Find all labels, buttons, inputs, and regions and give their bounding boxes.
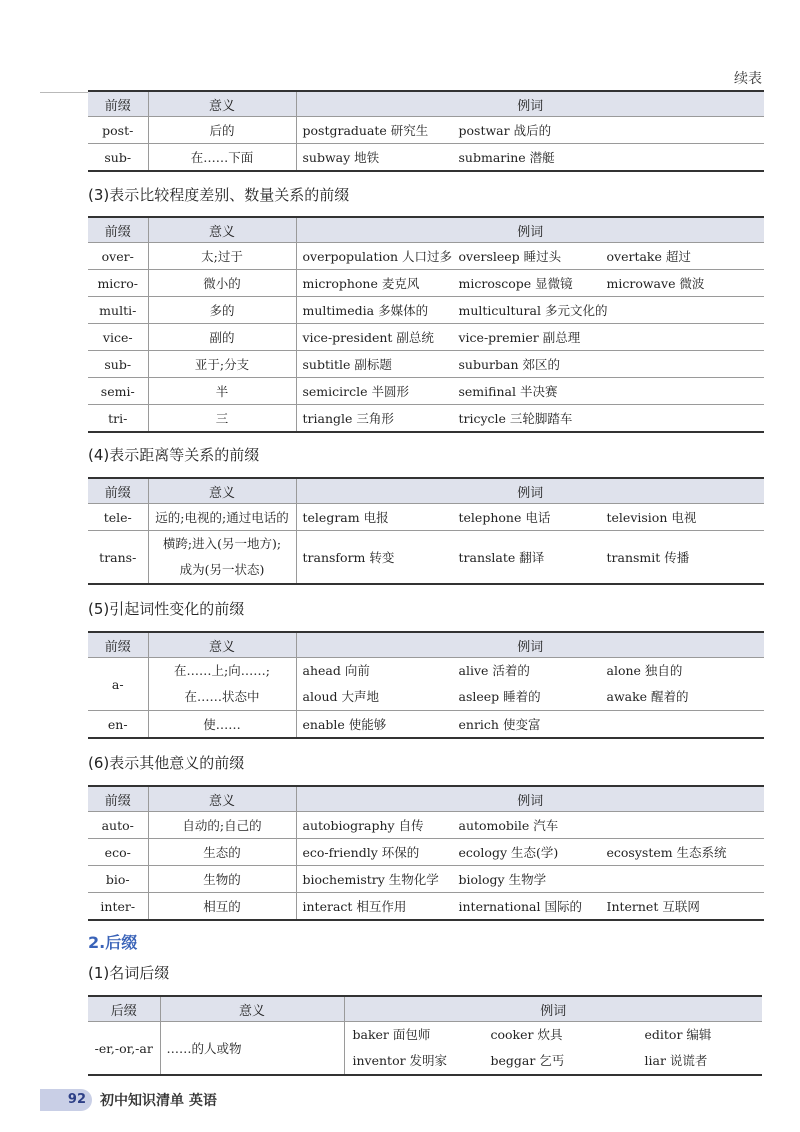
example-word: cooker 炊具: [490, 1027, 563, 1042]
prefix-cell: semi-: [88, 378, 148, 405]
header-examples: 例词: [296, 478, 764, 504]
meaning-cell: ……的人或物: [160, 1022, 344, 1076]
meaning-cell: 相互的: [148, 893, 296, 921]
table-row: [88, 270, 764, 297]
meaning-cell: 后的: [148, 117, 296, 144]
prefix-cell: eco-: [88, 839, 148, 866]
header-prefix: 前缀: [88, 217, 148, 243]
table-row: [88, 243, 764, 270]
example-word: enrich 使变富: [458, 717, 541, 732]
page-number: 92: [40, 1089, 92, 1111]
header-examples: 例词: [296, 786, 764, 812]
example-word: aloud 大声地: [302, 689, 380, 704]
table-row: [88, 117, 764, 144]
example-word: overpopulation 人口过多: [302, 249, 453, 264]
example-word: autobiography 自传: [302, 818, 424, 833]
prefix-table-continued: [88, 90, 764, 172]
example-word: overtake 超过: [606, 249, 691, 264]
example-word: suburban 郊区的: [458, 357, 560, 372]
meaning-cell: 半: [148, 378, 296, 405]
examples-cell: [296, 405, 764, 433]
meaning-cell: 在……下面: [148, 144, 296, 172]
examples-cell: [296, 866, 764, 893]
header-prefix: 前缀: [88, 632, 148, 658]
examples-cell: [296, 504, 764, 531]
prefix-cell: trans-: [88, 531, 148, 585]
examples-cell: [344, 1022, 762, 1076]
examples-cell: [296, 839, 764, 866]
example-word: Internet 互联网: [606, 899, 700, 914]
meaning-cell: 亚于;分支: [148, 351, 296, 378]
header-examples: 例词: [344, 996, 762, 1022]
example-word: ecosystem 生态系统: [606, 845, 727, 860]
header-examples: 例词: [296, 632, 764, 658]
example-word: baker 面包师: [352, 1027, 431, 1042]
example-word: transform 转变: [302, 550, 395, 565]
header-meaning: 意义: [148, 217, 296, 243]
prefix-cell: inter-: [88, 893, 148, 921]
example-word: enable 使能够: [302, 717, 387, 732]
header-meaning: 意义: [148, 478, 296, 504]
meaning-line: 在……状态中: [184, 689, 260, 704]
example-word: asleep 睡着的: [458, 689, 541, 704]
example-word: submarine 潜艇: [458, 150, 555, 165]
example-word: inventor 发明家: [352, 1053, 448, 1068]
examples-cell: [296, 711, 764, 739]
header-prefix: 前缀: [88, 91, 148, 117]
example-word: subtitle 副标题: [302, 357, 392, 372]
table-row: [88, 297, 764, 324]
examples-cell: [296, 243, 764, 270]
examples-cell: [296, 812, 764, 839]
example-word: microwave 微波: [606, 276, 705, 291]
example-word: multicultural 多元文化的: [458, 303, 608, 318]
examples-cell: [296, 378, 764, 405]
meaning-cell: 自动的;自己的: [148, 812, 296, 839]
example-word: awake 醒着的: [606, 689, 689, 704]
prefix-cell: over-: [88, 243, 148, 270]
meaning-cell: 远的;电视的;通过电话的: [148, 504, 296, 531]
header-examples: 例词: [296, 217, 764, 243]
prefix-cell: auto-: [88, 812, 148, 839]
section-title-3: (3)表示比较程度差别、数量关系的前缀: [88, 186, 350, 204]
example-word: oversleep 睡过头: [458, 249, 562, 264]
meaning-cell: 副的: [148, 324, 296, 351]
example-word: vice-premier 副总理: [458, 330, 581, 345]
table-row: [88, 405, 764, 433]
prefix-cell: tele-: [88, 504, 148, 531]
prefix-cell: vice-: [88, 324, 148, 351]
example-word: interact 相互作用: [302, 899, 407, 914]
table-row: [88, 504, 764, 531]
prefix-cell: micro-: [88, 270, 148, 297]
example-word: multimedia 多媒体的: [302, 303, 429, 318]
prefix-cell: post-: [88, 117, 148, 144]
example-word: automobile 汽车: [458, 818, 559, 833]
meaning-cell: [148, 531, 296, 585]
examples-cell: [296, 324, 764, 351]
prefix-cell: sub-: [88, 351, 148, 378]
prefix-cell: bio-: [88, 866, 148, 893]
prefix-cell: tri-: [88, 405, 148, 433]
example-word: biology 生物学: [458, 872, 547, 887]
table-row: [88, 324, 764, 351]
table-row: [88, 531, 764, 585]
prefix-cell: multi-: [88, 297, 148, 324]
example-word: biochemistry 生物化学: [302, 872, 439, 887]
prefix-table-section-6: [88, 785, 764, 921]
table-row: [88, 378, 764, 405]
meaning-cell: 多的: [148, 297, 296, 324]
table-row: [88, 711, 764, 739]
prefix-cell: a-: [88, 658, 148, 711]
continued-label: 续表: [734, 71, 762, 87]
meaning-line: 在……上;向……;: [174, 663, 270, 678]
examples-cell: [296, 144, 764, 172]
example-word: ecology 生态(学): [458, 845, 559, 860]
table-row: [88, 144, 764, 172]
header-meaning: 意义: [148, 632, 296, 658]
meaning-line: 成为(另一状态): [179, 562, 265, 577]
header-meaning: 意义: [160, 996, 344, 1022]
prefix-cell: en-: [88, 711, 148, 739]
page-footer: [40, 1088, 217, 1112]
header-prefix: 前缀: [88, 786, 148, 812]
examples-cell: [296, 658, 764, 711]
example-word: ahead 向前: [302, 663, 370, 678]
example-word: transmit 传播: [606, 550, 690, 565]
example-word: triangle 三角形: [302, 411, 394, 426]
meaning-cell: 生物的: [148, 866, 296, 893]
header-meaning: 意义: [148, 786, 296, 812]
example-word: telephone 电话: [458, 510, 551, 525]
example-word: alive 活着的: [458, 663, 530, 678]
meaning-cell: 生态的: [148, 839, 296, 866]
example-word: tricycle 三轮脚踏车: [458, 411, 573, 426]
header-examples: 例词: [296, 91, 764, 117]
examples-cell: [296, 531, 764, 585]
meaning-cell: 使……: [148, 711, 296, 739]
header-suffix: 后缀: [88, 996, 160, 1022]
examples-cell: [296, 893, 764, 921]
example-word: beggar 乞丐: [490, 1053, 565, 1068]
example-word: alone 独自的: [606, 663, 683, 678]
section-title-5: (5)引起词性变化的前缀: [88, 600, 245, 618]
section-title-4: (4)表示距离等关系的前缀: [88, 446, 260, 464]
examples-cell: [296, 117, 764, 144]
example-word: postgraduate 研究生: [302, 123, 429, 138]
book-title: 初中知识清单 英语: [100, 1093, 217, 1109]
example-word: semicircle 半圆形: [302, 384, 410, 399]
table-row: [88, 351, 764, 378]
prefix-table-section-5: [88, 631, 764, 739]
example-word: editor 编辑: [644, 1027, 712, 1042]
header-meaning: 意义: [148, 91, 296, 117]
example-word: liar 说谎者: [644, 1053, 708, 1068]
suffix-heading: 2.后缀: [88, 933, 138, 952]
table-row: [88, 839, 764, 866]
example-word: vice-president 副总统: [302, 330, 434, 345]
example-word: telegram 电报: [302, 510, 389, 525]
example-word: eco-friendly 环保的: [302, 845, 420, 860]
table-row: [88, 658, 764, 711]
examples-cell: [296, 270, 764, 297]
table-row: [88, 1022, 762, 1076]
meaning-cell: 太;过于: [148, 243, 296, 270]
section-title-suffix-1: (1)名词后缀: [88, 964, 170, 982]
example-word: postwar 战后的: [458, 123, 552, 138]
table-row: [88, 812, 764, 839]
example-word: international 国际的: [458, 899, 582, 914]
examples-cell: [296, 297, 764, 324]
suffix-cell: -er,-or,-ar: [88, 1022, 160, 1076]
examples-cell: [296, 351, 764, 378]
prefix-table-section-4: [88, 477, 764, 585]
table-row: [88, 866, 764, 893]
example-word: translate 翻译: [458, 550, 545, 565]
example-word: semifinal 半决赛: [458, 384, 558, 399]
example-word: microphone 麦克风: [302, 276, 420, 291]
prefix-cell: sub-: [88, 144, 148, 172]
example-word: microscope 显微镜: [458, 276, 573, 291]
suffix-table-noun: [88, 995, 762, 1076]
meaning-line: 横跨;进入(另一地方);: [162, 536, 282, 551]
example-word: television 电视: [606, 510, 697, 525]
example-word: subway 地铁: [302, 150, 380, 165]
header-prefix: 前缀: [88, 478, 148, 504]
prefix-table-section-3: [88, 216, 764, 433]
meaning-cell: [148, 658, 296, 711]
table-row: [88, 893, 764, 921]
section-title-6: (6)表示其他意义的前缀: [88, 754, 245, 772]
meaning-cell: 微小的: [148, 270, 296, 297]
meaning-cell: 三: [148, 405, 296, 433]
